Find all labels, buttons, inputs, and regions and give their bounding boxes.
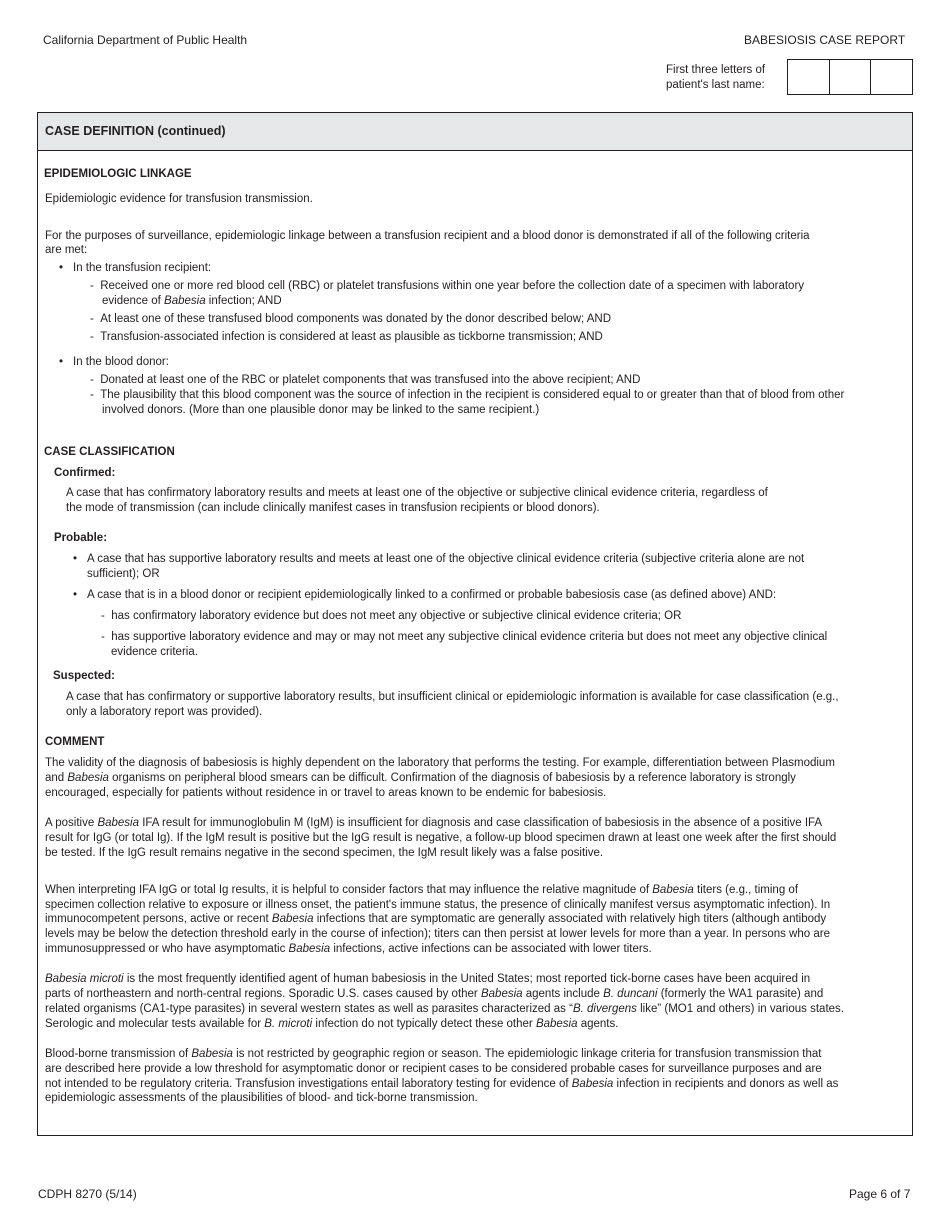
probable-sub-1: - has confirmatory laboratory evidence but does not meet any objective or subjective clinical evidence criteria; OR — [101, 610, 682, 622]
comment-p1-line1: The validity of the diagnosis of babesiosis is highly dependent on the laboratory that performs the testing. For example, differentiation between Plasmodium — [45, 757, 835, 769]
epi-intro: Epidemiologic evidence for transfusion transmission. — [45, 193, 313, 205]
probable-criterion-1-cont: sufficient); OR — [87, 568, 160, 580]
recipient-criterion-2: - At least one of these transfused blood components was donated by the donor described below; AND — [90, 313, 612, 325]
confirmed-label: Confirmed: — [54, 467, 116, 479]
probable-criterion-1: • A case that has supportive laboratory results and meets at least one of the objective clinical evidence criteria (subjective criteria alone are not — [87, 552, 804, 567]
suspected-label: Suspected: — [53, 670, 115, 682]
confirmed-text-2: the mode of transmission (can include clinically manifest cases in transfusion recipients or blood donors). — [66, 502, 600, 514]
comment-p4-line1: Babesia microti is the most frequently identified agent of human babesiosis in the United States; most reported tick-borne cases have been acquired in — [45, 973, 811, 985]
comment-p5-line3: not intended to be regulatory criteria. Transfusion investigations entail laboratory testing for evidence of Babesia infection in recipients and donors as well as — [45, 1078, 839, 1090]
donor-criterion-2: - The plausibility that this blood component was the source of infection in the recipient is considered equal to or greater than that of blood from other — [90, 389, 845, 401]
page-number: Page 6 of 7 — [849, 1187, 911, 1201]
comment-p3-line4: levels may be below the detection threshold early in the course of infection); titers can then persist at lower levels for more than a year. In persons who are — [45, 928, 830, 940]
initial-box-3[interactable] — [871, 60, 912, 94]
recipient-criterion-1: - Received one or more red blood cell (RBC) or platelet transfusions within one year before the collection date of a specimen with laboratory — [90, 280, 805, 292]
comment-p5-line1: Blood-borne transmission of Babesia is not restricted by geographic region or season. The epidemiologic linkage criteria for transfusion transmission that — [45, 1048, 822, 1060]
comment-p2-line2: result for IgG (or total Ig). If the IgM result is positive but the IgG result is negative, a follow-up blood specimen drawn at least one week after the first should — [45, 832, 837, 844]
section-title: CASE DEFINITION (continued) — [45, 124, 226, 138]
comment-p4-line4: Serologic and molecular tests available for B. microti infection do not typically detect these other Babesia agents. — [45, 1018, 619, 1030]
comment-p2-line3: be tested. If the IgG result remains negative in the second specimen, the IgM result likely was a false positive. — [45, 847, 604, 859]
donor-criterion-2-cont: involved donors. (More than one plausible donor may be linked to the same recipient.) — [102, 404, 540, 416]
suspected-text-2: only a laboratory report was provided). — [66, 706, 263, 718]
form-title: BABESIOSIS CASE REPORT — [744, 33, 906, 47]
confirmed-text-1: A case that has confirmatory laboratory results and meets at least one of the objective or subjective clinical evidence criteria, regardless of — [66, 487, 768, 499]
classification-heading: CASE CLASSIFICATION — [44, 446, 175, 458]
comment-p3-line2: specimen collection relative to exposure or illness onset, the patient's immune status, the presence of clinically manifest versus asymptomatic infection). In — [45, 899, 831, 911]
suspected-text-1: A case that has confirmatory or supportive laboratory results, but insufficient clinical or epidemiologic information is available for case classification (e.g., — [66, 691, 839, 703]
probable-label: Probable: — [54, 532, 108, 544]
comment-p3-line1: When interpreting IFA IgG or total Ig results, it is helpful to consider factors that may influence the relative magnitude of Babesia titers (e.g., timing of — [45, 884, 799, 896]
initial-box-2[interactable] — [830, 60, 872, 94]
comment-p3-line5: immunosuppressed or who have asymptomatic Babesia infections, active infections can be associated with lower titers. — [45, 943, 652, 955]
section-header — [38, 113, 912, 151]
initial-box-1[interactable] — [788, 60, 830, 94]
comment-p3-line3: immunocompetent persons, active or recent Babesia infections that are symptomatic are generally associated with relatively high titers (although antibody — [45, 913, 827, 925]
probable-sub-2-cont: evidence criteria. — [111, 646, 198, 658]
initials-label: First three letters of patient's last name: — [666, 64, 766, 91]
probable-criterion-2: • A case that is in a blood donor or recipient epidemiologically linked to a confirmed or probable babesiosis case (as defined above) AND: — [87, 588, 776, 603]
comment-p4-line2: parts of northeastern and north-central regions. Sporadic U.S. cases caused by other Babesia agents include B. duncani (formerly the WA1 parasite) and — [45, 988, 824, 1000]
comment-p5-line2: are described here provide a low threshold for asymptomatic donor or recipient cases to be considered probable cases for surveillance purposes and are — [45, 1063, 822, 1075]
initials-boxes — [787, 59, 913, 95]
epi-criteria-line1: For the purposes of surveillance, epidemiologic linkage between a transfusion recipient and a blood donor is demonstrated if all of the following criteria — [45, 230, 810, 242]
comment-heading: COMMENT — [45, 736, 105, 748]
recipient-criterion-3: - Transfusion-associated infection is considered at least as plausible as tickborne transmission; AND — [90, 331, 603, 343]
comment-p2-line1: A positive Babesia IFA result for immunoglobulin M (IgM) is insufficient for diagnosis and case classification of babesiosis in the absence of a positive IFA — [45, 817, 823, 829]
recipient-criterion-1-cont: evidence of Babesia infection; AND — [102, 295, 282, 307]
comment-p4-line3: related organisms (CA1-type parasites) in several western states as well as parasites characterized as “B. divergens like” (MO1 and others) in various states. — [45, 1003, 844, 1015]
agency-name: California Department of Public Health — [43, 33, 248, 47]
donor-bullet: • In the blood donor: — [73, 355, 169, 370]
comment-p1-line3: encouraged, especially for patients without residence in or travel to areas known to be endemic for babesiosis. — [45, 787, 607, 799]
donor-criterion-1: - Donated at least one of the RBC or platelet components that was transfused into the above recipient; AND — [90, 374, 641, 386]
epi-heading: EPIDEMIOLOGIC LINKAGE — [44, 168, 192, 180]
recipient-bullet: • In the transfusion recipient: — [73, 261, 211, 276]
form-number: CDPH 8270 (5/14) — [38, 1187, 137, 1201]
epi-criteria-line2: are met: — [45, 244, 88, 256]
comment-p1-line2: and Babesia organisms on peripheral blood smears can be difficult. Confirmation of the diagnosis of babesiosis by a reference laboratory is strongly — [45, 772, 796, 784]
probable-sub-2: - has supportive laboratory evidence and may or may not meet any subjective clinical evidence criteria but does not meet any objective clinical — [101, 631, 828, 643]
comment-p5-line4: epidemiologic assessments of the plausibilities of blood- and tick-borne transmission. — [45, 1092, 478, 1104]
